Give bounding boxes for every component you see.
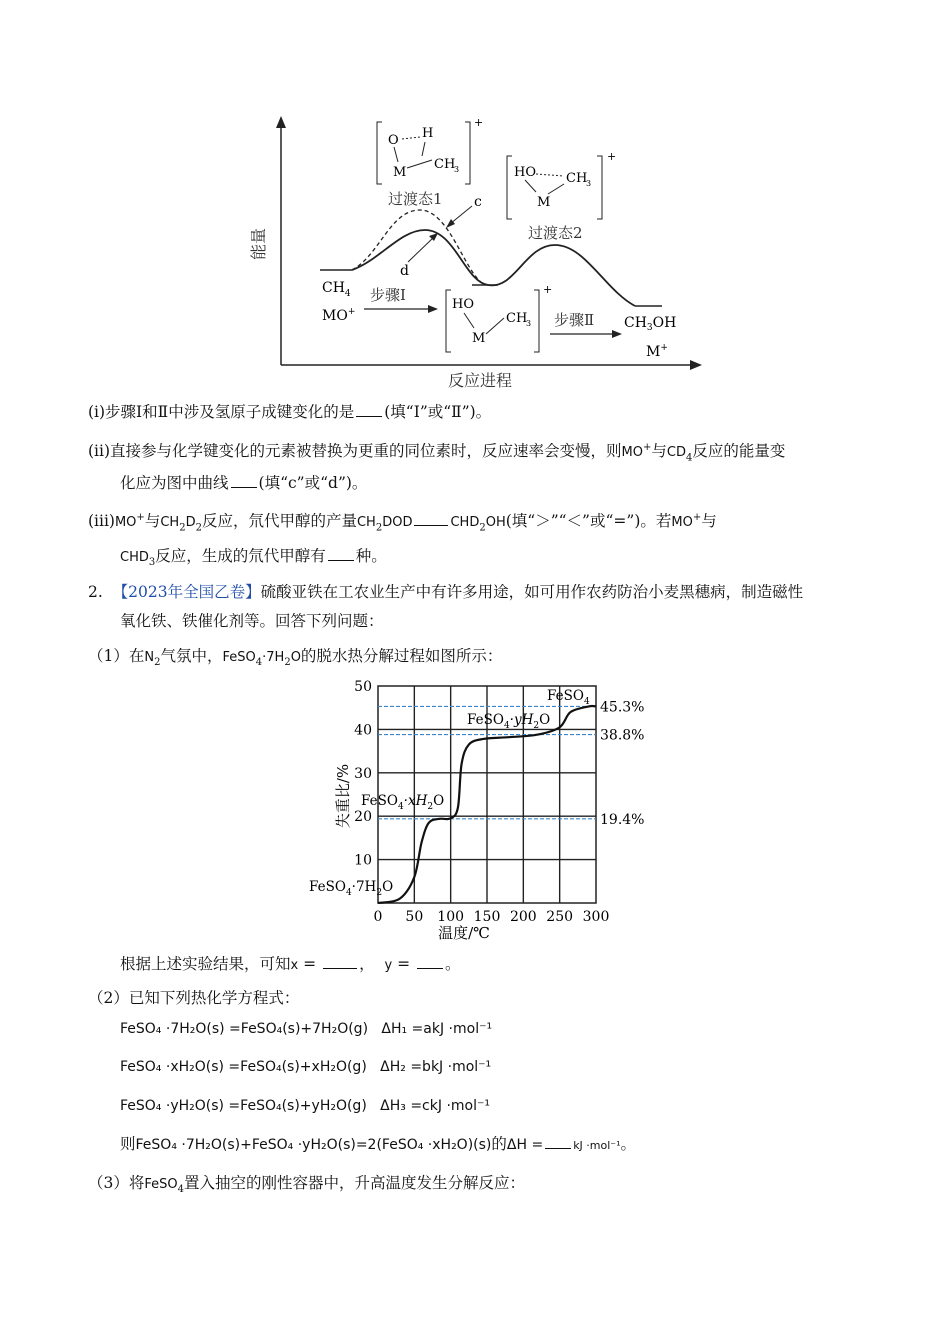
answer-blank-ii[interactable] bbox=[231, 473, 257, 488]
equation-4: 则FeSO₄ ·7H₂O(s)+FeSO₄ ·yH₂O(s)=2(FeSO₄ ·xH₂O)(s)的ΔH = kJ ·mol⁻¹。 bbox=[120, 1135, 637, 1153]
answer-blank-y[interactable] bbox=[417, 954, 443, 969]
reactant-ch4: $CH_4$ bbox=[322, 280, 351, 299]
svg-text:3: 3 bbox=[586, 179, 592, 188]
svg-text:H: H bbox=[422, 126, 434, 141]
question-2-3: （3）将FeSO$_4$置入抽空的刚性容器中，升高温度发生分解反应： bbox=[88, 1174, 526, 1196]
curve-c bbox=[352, 210, 485, 285]
answer-blank-dh[interactable] bbox=[545, 1134, 571, 1149]
answer-blank-i[interactable] bbox=[356, 402, 382, 417]
question-2-line2: 氧化铁、铁催化剂等。回答下列问题： bbox=[120, 612, 384, 630]
curve-c-label: c bbox=[474, 194, 482, 210]
y-tick-label: 20 bbox=[354, 809, 372, 826]
reference-label: 19.4% bbox=[600, 811, 645, 828]
reactant-mo: MO+ bbox=[322, 307, 356, 324]
svg-text:CH: CH bbox=[566, 171, 588, 186]
product-m: M+ bbox=[646, 343, 668, 360]
ts2-label: 过渡态2 bbox=[528, 224, 583, 242]
curve-d-label: d bbox=[400, 263, 409, 279]
x-tick-label: 200 bbox=[509, 909, 537, 925]
svg-text:3: 3 bbox=[454, 165, 460, 174]
step1-label: 步骤Ⅰ bbox=[370, 286, 406, 304]
annotation-feso4-7h2o: $FeSO_4\cdot 7H_2O$ bbox=[309, 879, 394, 898]
svg-text:HO: HO bbox=[514, 165, 536, 180]
svg-text:CH: CH bbox=[434, 157, 456, 172]
equation-3: FeSO₄ ·yH₂O(s) =FeSO₄(s)+yH₂O(g) ΔH₃ =ckJ ·mol⁻¹ bbox=[120, 1098, 490, 1114]
ts1-label: 过渡态1 bbox=[388, 190, 443, 208]
svg-text:HO: HO bbox=[452, 297, 474, 312]
question-iii-line2: $CHD_3$反应，生成的氘代甲醇有 种。 bbox=[120, 547, 387, 569]
svg-text:M: M bbox=[472, 331, 486, 346]
reference-label: 38.8% bbox=[600, 727, 645, 744]
y-tick-label: 40 bbox=[354, 722, 372, 739]
answer-blank-iii-b[interactable] bbox=[328, 546, 354, 561]
energy-diagram bbox=[240, 110, 720, 395]
question-ii-line2: 化应为图中曲线 (填“c”或“d”)。 bbox=[120, 474, 368, 492]
intermediate-structure bbox=[446, 283, 552, 352]
svg-text:CH: CH bbox=[506, 311, 528, 326]
ts2-structure bbox=[507, 150, 616, 219]
svg-text:+: + bbox=[607, 150, 617, 163]
annotation-feso4-xh2o: $FeSO_4\cdot xH_2O$ bbox=[361, 793, 445, 812]
reference-label: 45.3% bbox=[600, 699, 645, 716]
question-i: (i)步骤Ⅰ和Ⅱ中涉及氢原子成键变化的是 (填“Ⅰ”或“Ⅱ”)。 bbox=[88, 403, 492, 421]
annotation-feso4: FeSO$_4$ bbox=[547, 688, 590, 707]
energy-x-label: 反应进程 bbox=[448, 371, 513, 390]
chart-x-label: 温度/℃ bbox=[438, 924, 490, 942]
svg-text:M: M bbox=[537, 195, 551, 210]
x-tick-label: 250 bbox=[546, 909, 574, 925]
svg-text:+: + bbox=[474, 116, 484, 129]
y-tick-label: 10 bbox=[354, 852, 372, 869]
question-2-2-title: （2）已知下列热化学方程式： bbox=[88, 989, 300, 1007]
svg-text:O: O bbox=[388, 133, 399, 148]
equation-2: FeSO₄ ·xH₂O(s) =FeSO₄(s)+xH₂O(g) ΔH₂ =bkJ ·mol⁻¹ bbox=[120, 1059, 492, 1075]
question-2-1: （1）在$N_2$气氛中，$FeSO_4\cdot 7H_2O$的脱水热分解过程如图所示： bbox=[88, 647, 503, 669]
question-2-1-result: 根据上述实验结果，可知x = ， y = 。 bbox=[120, 955, 461, 973]
x-tick-label: 100 bbox=[437, 909, 465, 925]
question-2: 2. 【2023年全国乙卷】硫酸亚铁在工农业生产中有许多用途，如可用作农药防治小麦黑穗病，制造磁性 bbox=[88, 583, 804, 601]
exam-source-tag: 【2023年全国乙卷】 bbox=[112, 583, 261, 601]
annotation-feso4-yh2o: $FeSO_4\cdot yH_2O$ bbox=[467, 712, 551, 731]
answer-blank-x[interactable] bbox=[323, 954, 357, 969]
energy-y-label: 能量 bbox=[249, 227, 268, 260]
question-ii: (ii)直接参与化学键变化的元素被替换为更重的同位素时，反应速率会变慢，则MO+与$CD_4$反应的能量变 bbox=[88, 442, 786, 464]
svg-text:3: 3 bbox=[526, 319, 532, 328]
svg-text:M: M bbox=[393, 165, 407, 180]
x-tick-label: 150 bbox=[473, 909, 501, 925]
svg-text:+: + bbox=[543, 283, 553, 296]
step2-label: 步骤Ⅱ bbox=[554, 311, 595, 329]
x-tick-label: 50 bbox=[405, 909, 424, 925]
product-ch3oh: $CH_3OH$ bbox=[624, 315, 677, 333]
question-iii: (iii)MO+与$CH_2D_2$反应，氘代甲醇的产量$CH_2DOD$ $CHD_2OH$(填“＞”“＜”或“=”)。若MO+与 bbox=[88, 512, 717, 534]
equation-1: FeSO₄ ·7H₂O(s) =FeSO₄(s)+7H₂O(g) ΔH₁ =akJ ·mol⁻¹ bbox=[120, 1021, 493, 1037]
y-tick-label: 50 bbox=[354, 679, 372, 695]
chart-y-label: 失重比/% bbox=[334, 763, 352, 829]
ts1-structure bbox=[377, 116, 483, 184]
answer-blank-iii-a[interactable] bbox=[414, 511, 448, 526]
x-tick-label: 300 bbox=[582, 909, 610, 925]
y-tick-label: 30 bbox=[354, 765, 372, 782]
tga-chart bbox=[300, 676, 650, 946]
x-tick-label: 0 bbox=[373, 909, 383, 925]
